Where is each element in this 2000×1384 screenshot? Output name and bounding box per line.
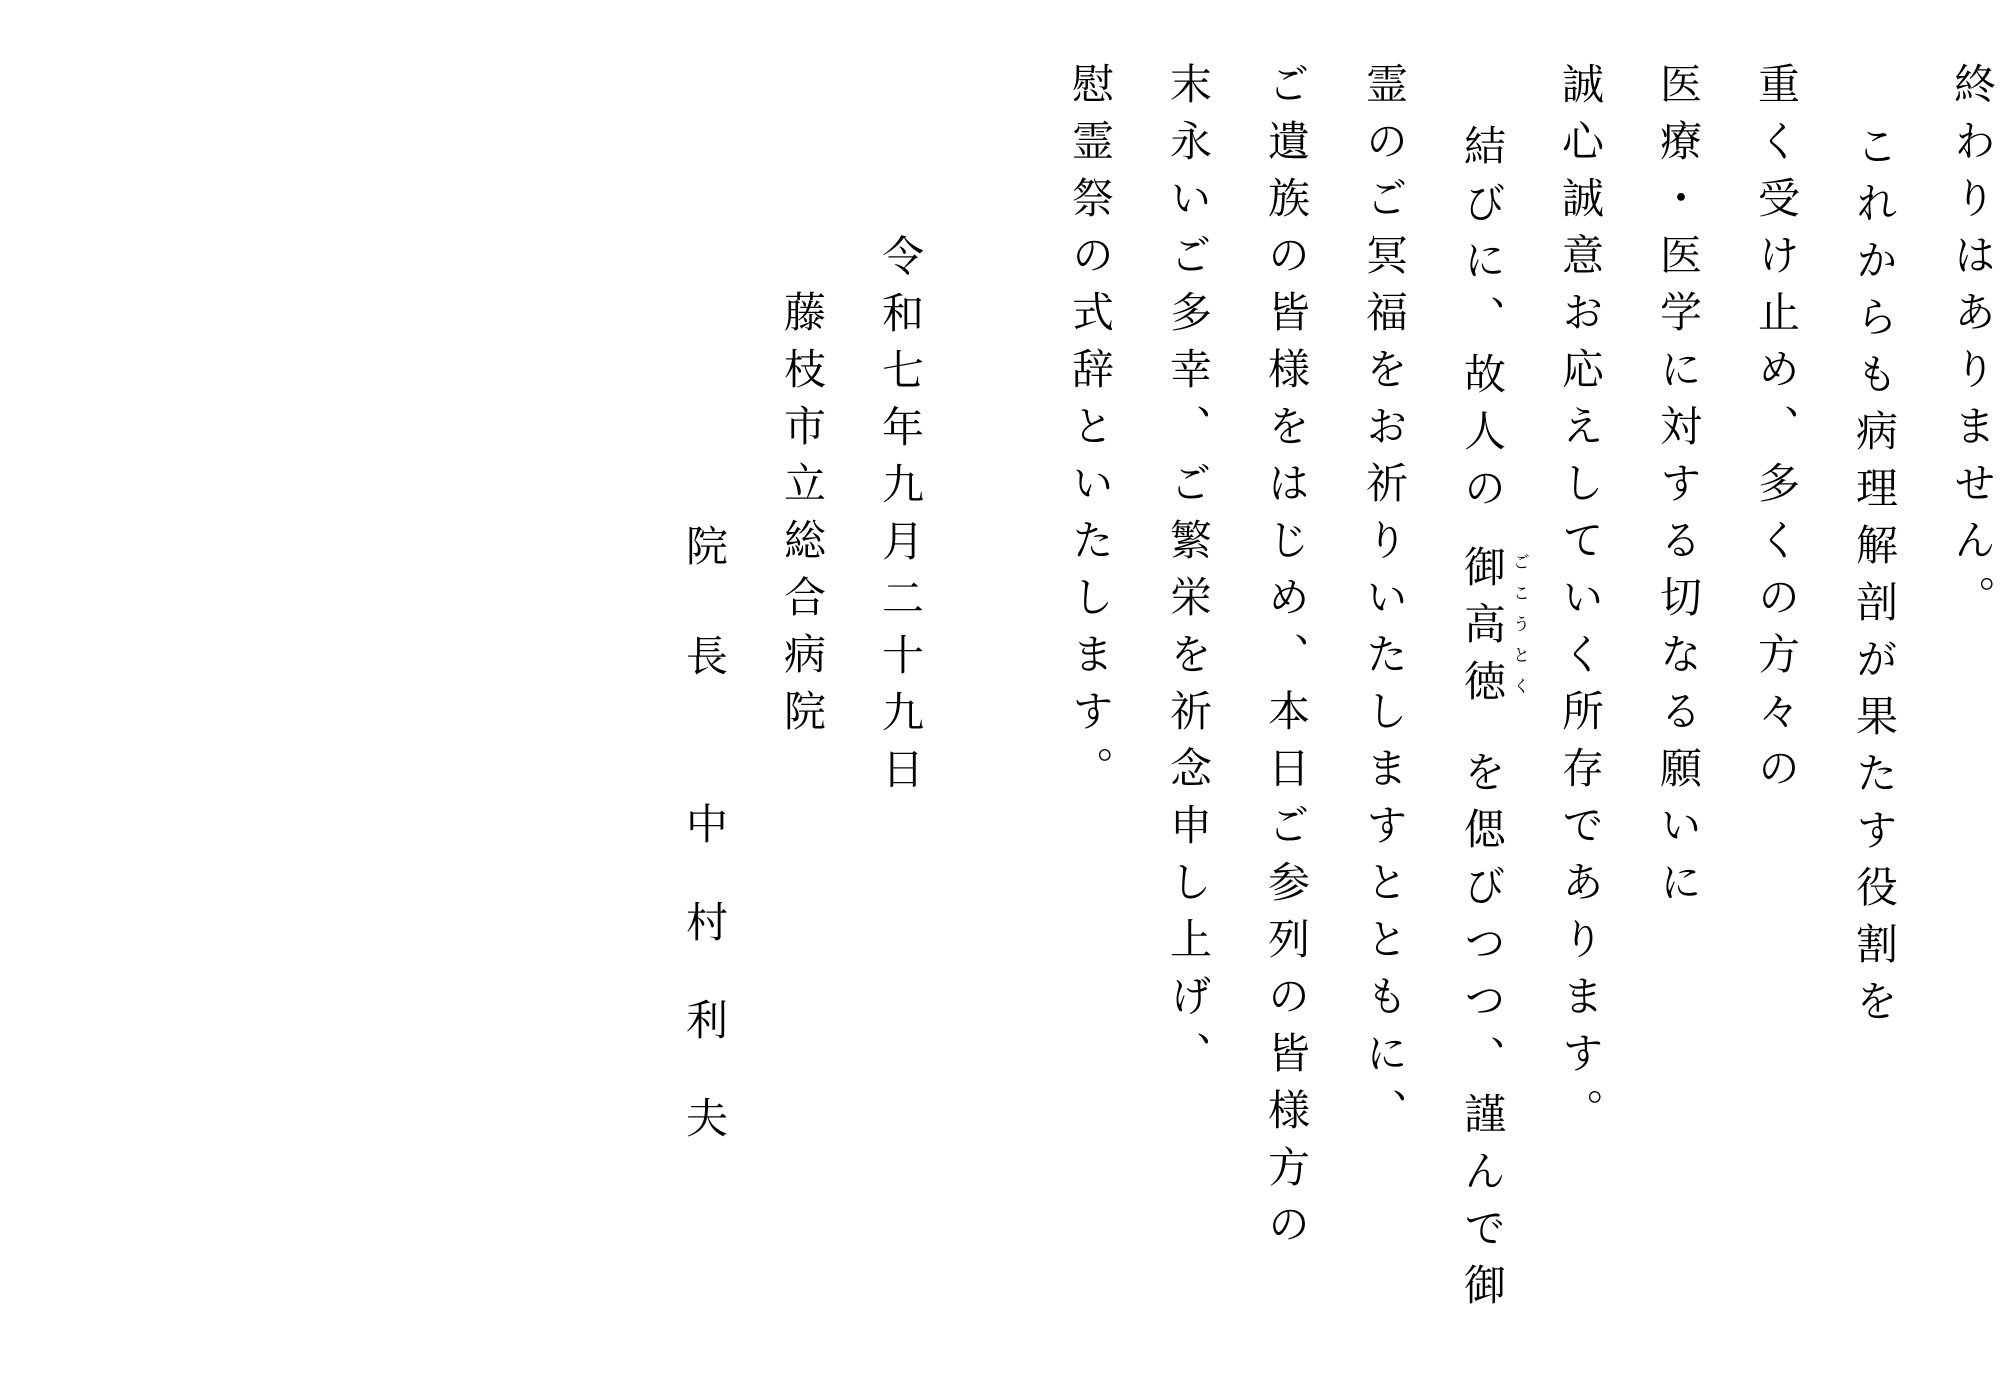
closing-signature: [674, 524, 734, 1194]
body-line-3: 重く受け止め、多くの方々の: [1752, 62, 1801, 803]
body-line-6: [1452, 124, 1529, 1320]
ruby-reading: ごこうとく: [1509, 553, 1529, 708]
body-line-6-after: を偲びつつ、謹んで御: [1458, 750, 1507, 1320]
body-line-1: 終わりはありません。: [1948, 62, 1997, 632]
body-line-7: 霊のご冥福をお祈りいたしますとともに、: [1360, 62, 1409, 1145]
closing-name: 中村利夫: [680, 802, 729, 1194]
body-line-4: 医療・医学に対する切なる願いに: [1654, 62, 1703, 917]
closing-organization: 藤枝市立総合病院: [778, 290, 827, 746]
body-line-2: これからも病理解剖が果たす役割を: [1850, 124, 1899, 1036]
ruby-base: 御高徳: [1458, 545, 1507, 716]
body-line-10: 慰霊祭の式辞といたします。: [1066, 62, 1115, 803]
closing-title: 院長: [680, 524, 729, 744]
body-line-9: 末永いご多幸、ご繁栄を祈念申し上げ、: [1164, 62, 1213, 1088]
body-line-5: 誠心誠意お応えしていく所存であります。: [1556, 62, 1605, 1145]
ruby-group: [1452, 545, 1529, 716]
body-line-6-before: 結びに、故人の: [1458, 124, 1507, 523]
closing-date: 令和七年九月二十九日: [876, 234, 925, 804]
body-line-8: ご遺族の皆様をはじめ、本日ご参列の皆様方の: [1262, 62, 1311, 1259]
